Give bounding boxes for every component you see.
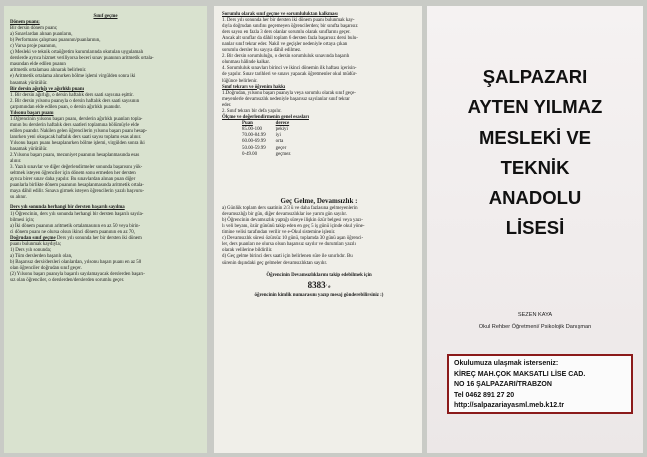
text-line: b) Performans çalışması puanının/puanlarının,	[10, 38, 101, 44]
yilsonu-title: Yılsonu başarı puanı	[10, 110, 54, 116]
contact-address-line1: KİREÇ MAH.ÇOK MAKSATLI LİSE CAD.	[454, 370, 586, 378]
contact-website[interactable]: http://salpazariayasml.meb.k12.tr	[454, 402, 565, 410]
text-line: eder.	[222, 102, 232, 108]
tekrar-text	[222, 91, 416, 115]
text-line: puanı bulunmak kaydıyla;	[10, 241, 62, 247]
grade-range: 0-49.00	[242, 151, 258, 157]
text-line: c) Devamsızlık süresi özürsüz 10 günü, toplamda 30 günü aşan öğrenci-	[222, 236, 364, 242]
text-line: seltmek isteyen öğrenciler için dönem sonu ermeden her dersten	[10, 171, 136, 177]
text-line: dıyla doğrudan sınıfını geçemeyen öğrencilerden; bir sınıfta başarısız	[222, 24, 358, 30]
grade-range: 85.00-100	[242, 127, 262, 133]
basarili-sayilma-title: Ders yılı sonunda herhangi bir dersten başarılı sayılma	[10, 205, 125, 211]
text-line: sürenin dışındaki geç gelmeler devamsızlıktan sayılır.	[222, 260, 328, 266]
text-line: 2. Sınıf tekrarı bir defa yapılır.	[222, 108, 282, 114]
text-line: aritmetik ortalaması alınarak belirlenir.	[10, 68, 87, 74]
contact-box	[447, 354, 633, 414]
text-line: olan öğrenciler doğrudan sınıf geçer.	[10, 265, 82, 271]
gec-gelme-text	[222, 206, 416, 266]
text-line: sız olan öğrenciler, o derslerden/derslerden sorumlu geçer.	[10, 278, 125, 284]
text-line: b) Başarısız dersi/dersleri olanlardan, yılsonu başarı puanı en az 50	[10, 259, 142, 265]
text-line: 1. Bir dersin ağırlığı, o dersin haftalık ders saati sayısına eşittir.	[10, 92, 134, 98]
grade-range: 50.00-59.99	[242, 145, 266, 151]
section-heading-sinif-gecme: Sınıf geçme	[93, 14, 118, 19]
olcme-title: Ölçme ve değerlendirmenin genel esasları	[222, 114, 309, 120]
cover-panel	[427, 6, 643, 453]
basarili-sayilma-text	[10, 212, 201, 236]
text-line: devamsızlığı bir gün, diğer devamsızlıklar ise yarım gün sayılır.	[222, 212, 347, 218]
text-line: Ancak alt sınıflar da dâhil toplam 6 dersten fazla başarısız dersi bulu-	[222, 36, 358, 42]
donem-puani-text	[10, 26, 201, 86]
dogrudan-title: Doğrudan sınıf geçme	[10, 235, 56, 241]
sms-suffix: ' e	[325, 284, 331, 290]
text-line: a) İki dönem puanının aritmetik ortalamasının en az 50 veya birin-	[10, 223, 141, 229]
middle-panel	[214, 6, 422, 453]
text-line: 1.Doğrudan, yılsonu başarı puanıyla veya sorumlu olarak sınıf geçe-	[222, 90, 356, 96]
grade-label: geçer	[275, 145, 287, 151]
text-line: Yılsonu başarı puanı hesaplanırken bölme işlemi, virgülden sonra iki	[10, 140, 145, 146]
text-line: e) Aritmetik ortalama alınırken bölme işlemi virgülden sonra iki	[10, 74, 136, 80]
sms-instructions: öğrencinin kimlik numarasını yazıp mesaj gönderebilirsiniz :)	[254, 292, 384, 298]
text-line: timine velisi tarafından verilir ve e-Okul sistemine işlenir.	[222, 230, 336, 236]
left-panel	[4, 6, 207, 453]
text-line: puanlarla birlikte dönem puanının hesaplanmasında aritmetik ortala-	[10, 183, 144, 189]
text-line: Bir dersin dönem puanı;	[10, 26, 58, 32]
text-line: 4. Sorumluluk sınavları birinci ve ikinci dönemin ilk haftası içerisin-	[222, 66, 357, 72]
text-line: 3. Yazılı sınavlar ve diğer değerlendirmeler sonunda başarısını yük-	[10, 165, 143, 171]
text-line: çarpımından elde edilen puan, o dersin ağırlıklı puanıdır.	[10, 104, 121, 110]
yilsonu-text	[10, 117, 201, 202]
gec-gelme-title: Geç Gelme, Devamsızlık :	[280, 197, 358, 206]
school-name-line: ANADOLU	[488, 187, 582, 209]
text-line: basamak yürütülür.	[10, 147, 48, 153]
grade-label: orta	[275, 139, 284, 145]
text-line: lı veli beyanı, özür gününü takip eden en geç 5 iş günü içinde okul yöne-	[222, 224, 365, 230]
text-line: 2. Bir dersin sorumluluğu, o dersin sorumluluk sınavında başarılı	[222, 54, 350, 60]
grade-range: 70.00-84.99	[242, 133, 266, 139]
text-line: sorumlu dersler bu sayıya dâhil edilmez.	[222, 48, 302, 54]
grade-header-derece: derece	[275, 120, 290, 126]
sms-number-line	[222, 279, 416, 291]
text-line: ci dönem puanı ne olursa olsun ikinci dönem puanının en az 70,	[10, 229, 135, 235]
text-line: (2) Yılsonu başarı puanıyla başarılı sayılamayacak derslerden başarı-	[10, 271, 145, 277]
text-line: lüğünce belirlenir.	[222, 78, 258, 84]
sms-number: 8383	[307, 279, 326, 290]
text-line: ayrıca birer sınav daha yapılır. Bu sınavlardan alınan puan diğer	[10, 177, 136, 183]
text-line: ler, ders puanları ne olursa olsun başarısız sayılır ve durumları yazılı	[222, 242, 356, 248]
grade-header-puan: Puan	[242, 120, 253, 126]
grade-label: iyi	[275, 133, 281, 139]
text-line: maya dâhil edilir. Sınava girmek isteyen öğrencilerin yazılı başvuru-	[10, 189, 145, 195]
dogrudan-text	[10, 242, 201, 284]
school-name-line: TEKNİK	[500, 156, 570, 178]
text-line: alınır.	[10, 159, 22, 165]
text-line: 1) Ders yılı sonunda;	[10, 247, 52, 253]
text-line: 2. Bir dersin yılsonu puanıyla o dersin haftalık ders saati sayısının	[10, 98, 140, 104]
school-name-line: MESLEKİ VE	[478, 126, 592, 148]
tekrar-title: Sınıf tekrarı ve öğrenim hakkı	[222, 84, 286, 90]
grade-range: 60.00-69.99	[242, 139, 266, 145]
text-line: b) Öğrencinin devamsızlık yaptığı süreye ilişkin özür belgesi veya yazı-	[222, 218, 363, 224]
text-line: c) Varsa proje puanının,	[10, 44, 57, 50]
agirlik-text	[10, 93, 201, 111]
author-name: SEZEN KAYA	[517, 312, 553, 318]
school-name	[427, 62, 643, 244]
text-line: olunması hâlinde kalkar.	[222, 60, 270, 66]
school-name-line: AYTEN YILMAZ	[467, 96, 603, 118]
donem-puani-title: Dönem puanı;	[10, 20, 40, 26]
agirlik-title: Bir dersin ağırlığı ve ağırlıklı puanı	[10, 86, 84, 92]
text-line: d) Geç gelme birinci ders saati için belirlenen süre ile sınırlıdır. Bu	[222, 254, 353, 260]
text-line: de yapılır. Sınav tarihleri ve sınavı yapacak öğretmenler okul müdür-	[222, 72, 357, 78]
text-line: mının bu derslerin haftalık ders saatleri toplamına bölümüyle elde	[10, 122, 140, 128]
text-line: a) Sınavlardan alınan puanların,	[10, 32, 73, 38]
contact-phone: Tel 0462 891 27 20	[454, 391, 515, 399]
text-line: a) Tüm derslerden başarılı olan,	[10, 253, 73, 259]
grade-label: pekiyi	[275, 127, 288, 133]
text-line: su alınır.	[10, 195, 27, 201]
text-line: edilen puandır. Nakilen gelen öğrencilerin yılsonu başarı puanı hesap-	[10, 128, 148, 134]
author-role: Okul Rehber Öğretmeni/ Psikolojik Danışman	[478, 324, 592, 330]
text-line: masından elde edilen puanın	[10, 62, 66, 68]
text-line: derslerde ayrıca hizmet veriliyorsa beceri sınav puanının aritmetik ortala-	[10, 56, 154, 62]
text-line: bilmesi için;	[10, 217, 35, 223]
text-line: 1.Öğrencinin yılsonu başarı puanı, derslerin ağırlıklı puanları topla-	[10, 116, 143, 122]
text-line: basamak yürütülür.	[10, 80, 48, 86]
contact-title: Okulumuza ulaşmak isterseniz:	[454, 360, 559, 367]
grade-label: geçmez	[275, 151, 291, 157]
text-line: 2.Yılsonu başarı puanı, mezuniyet puanının hesaplanmasında esas	[10, 153, 140, 159]
text-line: lanırken yeni okuşacak haftalık ders saati sayısı toplamı esas alınır.	[10, 134, 142, 140]
dogrudan-rest: Ders yılı sonunda her bir dersten iki dönem	[55, 235, 142, 241]
text-line: 1. Ders yılı sonunda her bir dersten iki dönem puanı bulunmak kay-	[222, 18, 355, 24]
sorumlu-text	[222, 18, 416, 85]
text-line: olarak velilerine bildirilir.	[222, 248, 273, 254]
grade-table	[242, 121, 301, 158]
school-name-line: ŞALPAZARI	[482, 66, 588, 87]
text-line: ders sayısı en fazla 3 ders olanlar sorumlu olarak sınıflarını geçer.	[222, 30, 351, 36]
school-name-line: LİSESİ	[505, 217, 565, 239]
text-line: ç) Mesleki ve teknik ortaöğretim kurumlarında okutulan uygulamalı	[10, 50, 144, 56]
sorumlu-title: Sorumlu olarak sınıf geçme ve sorumluluktan kalkması	[222, 12, 338, 17]
text-line: nanlar sınıf tekrar eder. Nakil ve geçişler nedeniyle ortaya çıkan	[222, 42, 348, 48]
text-line: a) Günlük toplam ders saatinin 2/3 ü ve daha fazlasına gelmeyenlerin	[222, 206, 358, 212]
contact-address-line2: NO 16 ŞALPAZARI/TRABZON	[454, 381, 552, 389]
text-line: meyenlerle devamsızlık nedeniyle başarısız sayılanlar sınıf tekrar	[222, 96, 350, 102]
text-line: 1) Öğrencinin, ders yılı sonunda herhangi bir dersten başarılı sayıla-	[10, 211, 144, 217]
takip-line: Öğrencinin Devamsızlıklarını takip edebilmek için	[266, 272, 372, 278]
